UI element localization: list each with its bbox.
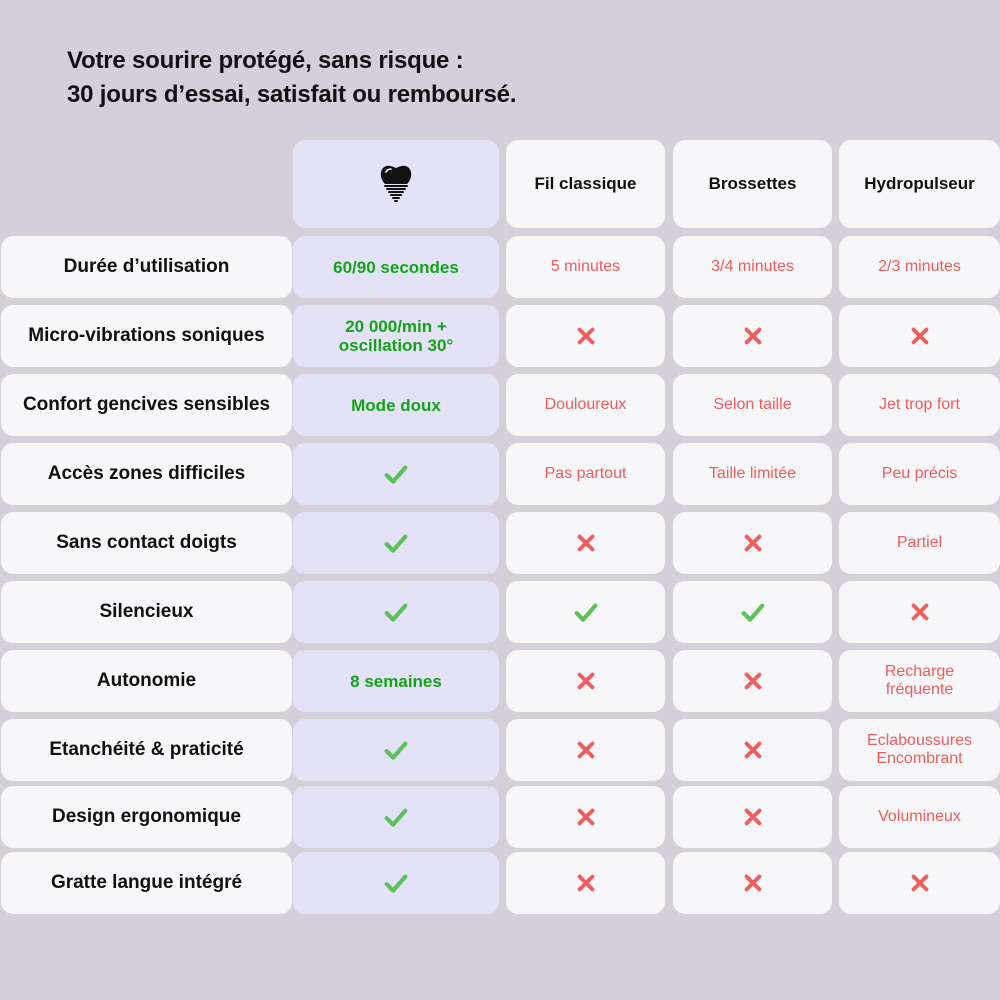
comparison-cell — [506, 786, 665, 848]
row-label: Etanchéité & praticité — [1, 719, 292, 781]
cross-icon — [575, 872, 597, 894]
comparison-cell — [839, 852, 1000, 914]
row-label: Gratte langue intégré — [1, 852, 292, 914]
product-value: 8 semaines — [293, 650, 499, 712]
product-value: 60/90 secondes — [293, 236, 499, 298]
comparison-cell — [673, 650, 832, 712]
competitor-value: Eclaboussures Encombrant — [839, 719, 1000, 781]
row-label: Silencieux — [1, 581, 292, 643]
cross-icon — [575, 532, 597, 554]
check-icon — [382, 598, 410, 626]
check-icon — [382, 803, 410, 831]
comparison-cell — [506, 581, 665, 643]
column-header — [506, 140, 665, 228]
check-icon — [382, 736, 410, 764]
cross-icon — [742, 872, 764, 894]
comparison-cell — [673, 581, 832, 643]
check-icon — [382, 869, 410, 897]
cross-icon — [909, 872, 931, 894]
cross-icon — [742, 806, 764, 828]
product-value: 20 000/min + oscillation 30° — [293, 305, 499, 367]
comparison-cell — [293, 852, 499, 914]
cross-icon — [909, 601, 931, 623]
competitor-value: Douloureux — [506, 374, 665, 436]
row-label: Confort gencives sensibles — [1, 374, 292, 436]
row-label: Durée d’utilisation — [1, 236, 292, 298]
comparison-cell — [293, 581, 499, 643]
competitor-value: Jet trop fort — [839, 374, 1000, 436]
row-label: Micro-vibrations soniques — [1, 305, 292, 367]
column-header-label: Brossettes — [708, 174, 797, 193]
comparison-cell — [506, 719, 665, 781]
comparison-cell — [673, 719, 832, 781]
cross-icon — [742, 670, 764, 692]
cross-icon — [742, 739, 764, 761]
cross-icon — [742, 532, 764, 554]
check-icon — [572, 598, 600, 626]
title-line-2: 30 jours d’essai, satisfait ou remboursé. — [67, 81, 517, 108]
comparison-cell — [673, 305, 832, 367]
competitor-value: Peu précis — [839, 443, 1000, 505]
row-label: Accès zones difficiles — [1, 443, 292, 505]
check-icon — [739, 598, 767, 626]
row-label: Sans contact doigts — [1, 512, 292, 574]
comparison-cell — [506, 852, 665, 914]
title-line-1: Votre sourire protégé, sans risque : — [67, 47, 464, 74]
competitor-value: Selon taille — [673, 374, 832, 436]
comparison-cell — [506, 512, 665, 574]
competitor-value: Partiel — [839, 512, 1000, 574]
competitor-value: Pas partout — [506, 443, 665, 505]
cross-icon — [575, 806, 597, 828]
column-header-label: Fil classique — [534, 174, 637, 193]
comparison-cell — [506, 305, 665, 367]
row-label: Autonomie — [1, 650, 292, 712]
comparison-cell — [293, 786, 499, 848]
comparison-cell — [293, 443, 499, 505]
column-header-label: Hydropulseur — [864, 174, 975, 193]
row-label: Design ergonomique — [1, 786, 292, 848]
check-icon — [382, 460, 410, 488]
competitor-value: Volumineux — [839, 786, 1000, 848]
competitor-value: Taille limitée — [673, 443, 832, 505]
comparison-cell — [673, 852, 832, 914]
comparison-cell — [293, 719, 499, 781]
comparison-cell — [673, 512, 832, 574]
competitor-value: 2/3 minutes — [839, 236, 1000, 298]
tooth-implant-icon — [379, 164, 413, 204]
comparison-cell — [839, 305, 1000, 367]
cross-icon — [575, 670, 597, 692]
competitor-value: 5 minutes — [506, 236, 665, 298]
product-value: Mode doux — [293, 374, 499, 436]
comparison-cell — [506, 650, 665, 712]
competitor-value: Recharge fréquente — [839, 650, 1000, 712]
cross-icon — [742, 325, 764, 347]
cross-icon — [575, 325, 597, 347]
comparison-cell — [673, 786, 832, 848]
column-header — [673, 140, 832, 228]
comparison-cell — [293, 512, 499, 574]
header-product — [293, 140, 499, 228]
comparison-cell — [839, 581, 1000, 643]
cross-icon — [909, 325, 931, 347]
check-icon — [382, 529, 410, 557]
competitor-value: 3/4 minutes — [673, 236, 832, 298]
cross-icon — [575, 739, 597, 761]
column-header — [839, 140, 1000, 228]
page-title — [67, 44, 516, 112]
